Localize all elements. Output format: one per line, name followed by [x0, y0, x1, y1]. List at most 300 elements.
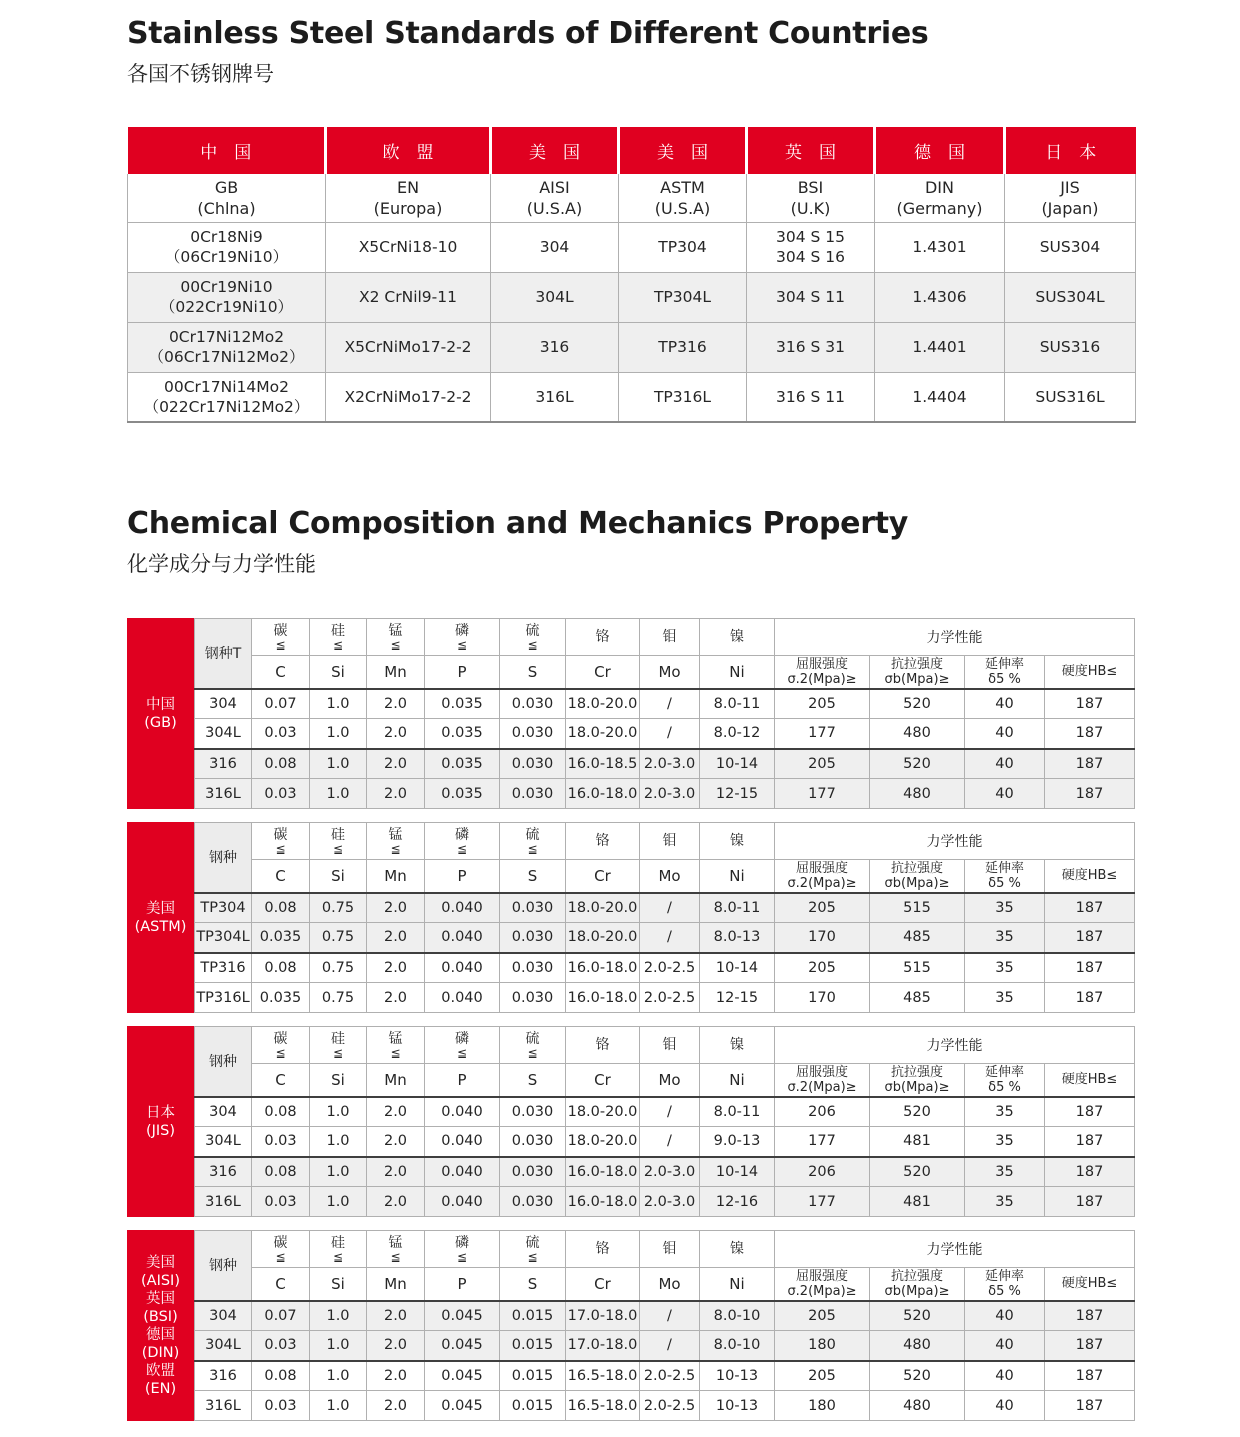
table-row [195, 983, 1135, 1013]
table-cell: 1.0 [310, 1157, 367, 1187]
table-cell: 187 [1045, 1097, 1135, 1127]
table-cell: 0.030 [500, 749, 566, 779]
table-cell: 0.030 [500, 953, 566, 983]
table-cell: 2.0-3.0 [640, 749, 700, 779]
chem-table-label: 美国 (ASTM) [127, 822, 194, 1013]
table-cell: 40 [965, 1361, 1045, 1391]
chem-table-body [195, 893, 1135, 1013]
table-cell: 485 [870, 923, 965, 953]
table-cell: TP316 [195, 953, 252, 983]
table-cell: 17.0-18.0 [566, 1301, 640, 1331]
element-header: 铬 [566, 619, 640, 656]
table-cell: 0.08 [252, 953, 310, 983]
chem-table-body [195, 1097, 1135, 1217]
element-header: 镍 [700, 619, 775, 656]
table-cell: 304L [491, 272, 619, 322]
table-cell: 0.035 [252, 983, 310, 1013]
table-cell: TP316L [619, 372, 747, 422]
element-symbol: Mo [640, 656, 700, 689]
table-cell: 0.03 [252, 1187, 310, 1217]
element-header: 锰 ≦ [367, 823, 425, 860]
element-symbol: Mo [640, 1064, 700, 1097]
table-cell: 316L [195, 1391, 252, 1421]
element-header: 硅 ≦ [310, 1231, 367, 1268]
element-header: 碳 ≦ [252, 823, 310, 860]
element-header: 碳 ≦ [252, 1027, 310, 1064]
table-cell: 2.0 [367, 1301, 425, 1331]
table-cell: / [640, 923, 700, 953]
table-cell: 177 [775, 1187, 870, 1217]
table-cell: 481 [870, 1187, 965, 1217]
standard-code-header: ASTM (U.S.A) [619, 174, 747, 222]
table-cell: 520 [870, 1097, 965, 1127]
table-cell: 316 [491, 322, 619, 372]
element-header: 铬 [566, 1027, 640, 1064]
table-cell: / [640, 719, 700, 749]
table-cell: 12-15 [700, 779, 775, 809]
table-cell: 304 [195, 1097, 252, 1127]
chem-table-aisi-bsi-din-en [127, 1230, 1135, 1421]
table-cell: 316 [195, 749, 252, 779]
table-cell: 16.0-18.5 [566, 749, 640, 779]
element-header: 镍 [700, 823, 775, 860]
table-cell: 2.0 [367, 1127, 425, 1157]
table-cell: 40 [965, 1331, 1045, 1361]
element-header: 硫 ≦ [500, 619, 566, 656]
table-cell: 35 [965, 1097, 1045, 1127]
element-header: 硫 ≦ [500, 823, 566, 860]
table-cell: 0.08 [252, 1157, 310, 1187]
table-cell: 205 [775, 1361, 870, 1391]
table-cell: 35 [965, 1127, 1045, 1157]
element-symbol: Mn [367, 656, 425, 689]
element-symbol: Mn [367, 1268, 425, 1301]
mechanics-group-header: 力学性能 [775, 1231, 1135, 1268]
table-cell: 0.040 [425, 1187, 500, 1217]
section2-subtitle: 化学成分与力学性能 [127, 552, 316, 576]
table-cell: 2.0 [367, 689, 425, 719]
table-cell: 520 [870, 689, 965, 719]
table-cell: 187 [1045, 923, 1135, 953]
table-cell: 40 [965, 719, 1045, 749]
standard-code-row [128, 174, 1136, 222]
table-cell: 2.0 [367, 893, 425, 923]
section1-title: Stainless Steel Standards of Different Countries [127, 16, 929, 51]
table-row [128, 372, 1136, 422]
mech-col-header: 硬度HB≤ [1045, 1268, 1135, 1301]
element-symbol: Si [310, 1268, 367, 1301]
table-cell: 0.030 [500, 1187, 566, 1217]
table-cell: 8.0-11 [700, 1097, 775, 1127]
table-row [195, 1127, 1135, 1157]
element-header: 碳 ≦ [252, 1231, 310, 1268]
table-cell: 0.030 [500, 719, 566, 749]
table-cell: 316L [195, 1187, 252, 1217]
element-symbol: Cr [566, 1268, 640, 1301]
table-cell: 0.040 [425, 1157, 500, 1187]
chem-header-row-1 [195, 1027, 1135, 1064]
table-cell: 316L [195, 779, 252, 809]
table-cell: 0.07 [252, 689, 310, 719]
mech-col-header: 延伸率 δ5 % [965, 860, 1045, 893]
mech-col-header: 屈服强度 σ.2(Mpa)≥ [775, 1064, 870, 1097]
element-header: 磷 ≦ [425, 823, 500, 860]
table-cell: X5CrNi18-10 [326, 222, 491, 272]
table-cell: 40 [965, 1391, 1045, 1421]
table-cell: TP304L [195, 923, 252, 953]
table-cell: 187 [1045, 719, 1135, 749]
table-cell: / [640, 893, 700, 923]
mech-col-header: 抗拉强度 σb(Mpa)≥ [870, 656, 965, 689]
table-cell: 0Cr17Ni12Mo2 （06Cr17Ni12Mo2） [128, 322, 326, 372]
element-header: 钼 [640, 1231, 700, 1268]
chem-header-row-2 [195, 860, 1135, 893]
table-cell: 1.0 [310, 1097, 367, 1127]
table-cell: 0.03 [252, 1127, 310, 1157]
element-header: 硅 ≦ [310, 1027, 367, 1064]
table-cell: 0.015 [500, 1391, 566, 1421]
element-header: 铬 [566, 823, 640, 860]
table-cell: 10-13 [700, 1391, 775, 1421]
table-cell: 2.0 [367, 1157, 425, 1187]
table-cell: 0.035 [425, 779, 500, 809]
table-row [195, 1187, 1135, 1217]
table-cell: 520 [870, 1301, 965, 1331]
table-cell: 187 [1045, 1331, 1135, 1361]
table-cell: 1.4401 [875, 322, 1005, 372]
table-cell: 480 [870, 779, 965, 809]
element-symbol: S [500, 860, 566, 893]
table-cell: SUS316 [1005, 322, 1136, 372]
mech-col-header: 延伸率 δ5 % [965, 1064, 1045, 1097]
country-header: 德 国 [875, 127, 1005, 174]
table-row [195, 1301, 1135, 1331]
element-symbol: C [252, 656, 310, 689]
table-cell: 2.0 [367, 983, 425, 1013]
table-cell: / [640, 1301, 700, 1331]
table-cell: 206 [775, 1097, 870, 1127]
table-cell: 16.5-18.0 [566, 1361, 640, 1391]
table-cell: 0.75 [310, 893, 367, 923]
element-header: 锰 ≦ [367, 619, 425, 656]
table-cell: 187 [1045, 689, 1135, 719]
element-header: 铬 [566, 1231, 640, 1268]
table-cell: 9.0-13 [700, 1127, 775, 1157]
table-cell: 304 S 11 [747, 272, 875, 322]
table-cell: 2.0-2.5 [640, 953, 700, 983]
mech-col-header: 抗拉强度 σb(Mpa)≥ [870, 1064, 965, 1097]
element-symbol: Mo [640, 1268, 700, 1301]
table-cell: 0.030 [500, 689, 566, 719]
table-cell: 316L [491, 372, 619, 422]
element-header: 磷 ≦ [425, 619, 500, 656]
mech-col-header: 延伸率 δ5 % [965, 656, 1045, 689]
table-cell: X2 CrNil9-11 [326, 272, 491, 322]
table-row [195, 1097, 1135, 1127]
grade-column-header: 钢种 [195, 823, 252, 893]
chem-header-row-2 [195, 1064, 1135, 1097]
table-cell: 0.015 [500, 1331, 566, 1361]
standard-code-header: GB (Chlna) [128, 174, 326, 222]
element-symbol: P [425, 1064, 500, 1097]
table-cell: 0.040 [425, 983, 500, 1013]
element-symbol: Cr [566, 1064, 640, 1097]
table-cell: 304L [195, 1331, 252, 1361]
table-cell: TP316 [619, 322, 747, 372]
element-symbol: P [425, 860, 500, 893]
table-cell: 16.0-18.0 [566, 779, 640, 809]
table-cell: 0.030 [500, 1157, 566, 1187]
country-header: 欧 盟 [326, 127, 491, 174]
table-cell: 304 [195, 689, 252, 719]
table-cell: 2.0-2.5 [640, 1391, 700, 1421]
table-row [195, 1157, 1135, 1187]
table-cell: 205 [775, 953, 870, 983]
table-cell: 187 [1045, 953, 1135, 983]
table-cell: 8.0-10 [700, 1301, 775, 1331]
table-cell: 40 [965, 689, 1045, 719]
table-cell: 2.0 [367, 923, 425, 953]
table-cell: 520 [870, 749, 965, 779]
table-cell: 0.75 [310, 983, 367, 1013]
table-cell: 2.0-3.0 [640, 779, 700, 809]
table-cell: 1.0 [310, 749, 367, 779]
standard-code-header: BSI (U.K) [747, 174, 875, 222]
table-cell: 2.0 [367, 1391, 425, 1421]
table-cell: 304 [491, 222, 619, 272]
country-header: 英 国 [747, 127, 875, 174]
table-row [128, 222, 1136, 272]
element-symbol: Si [310, 860, 367, 893]
table-cell: 1.4306 [875, 272, 1005, 322]
element-symbol: Cr [566, 656, 640, 689]
table-cell: 0.035 [425, 689, 500, 719]
table-cell: SUS316L [1005, 372, 1136, 422]
table-cell: 18.0-20.0 [566, 1097, 640, 1127]
element-header: 钼 [640, 823, 700, 860]
table-cell: 1.0 [310, 689, 367, 719]
table-cell: 0.030 [500, 779, 566, 809]
table-row [195, 779, 1135, 809]
chem-table-china-gb [127, 618, 1135, 809]
table-cell: 12-16 [700, 1187, 775, 1217]
table-cell: 0.07 [252, 1301, 310, 1331]
table-row [195, 953, 1135, 983]
table-cell: 0.030 [500, 1097, 566, 1127]
element-symbol: C [252, 860, 310, 893]
table-cell: 12-15 [700, 983, 775, 1013]
element-header: 硫 ≦ [500, 1027, 566, 1064]
table-cell: 35 [965, 893, 1045, 923]
element-symbol: Si [310, 656, 367, 689]
table-cell: 480 [870, 719, 965, 749]
element-symbol: P [425, 656, 500, 689]
table-cell: / [640, 689, 700, 719]
table-cell: X5CrNiMo17-2-2 [326, 322, 491, 372]
table-cell: 304 S 15 304 S 16 [747, 222, 875, 272]
standard-code-header: DIN (Germany) [875, 174, 1005, 222]
element-symbol: Si [310, 1064, 367, 1097]
chem-header-row-2 [195, 1268, 1135, 1301]
element-header: 锰 ≦ [367, 1231, 425, 1268]
table-cell: 180 [775, 1391, 870, 1421]
table-cell: 8.0-11 [700, 893, 775, 923]
element-header: 磷 ≦ [425, 1231, 500, 1268]
element-header: 钼 [640, 619, 700, 656]
table-cell: TP304L [619, 272, 747, 322]
table-cell: 0.75 [310, 923, 367, 953]
table-cell: 2.0 [367, 779, 425, 809]
table-cell: 0.030 [500, 983, 566, 1013]
element-symbol: S [500, 1268, 566, 1301]
element-symbol: S [500, 1064, 566, 1097]
table-cell: 187 [1045, 749, 1135, 779]
table-cell: 187 [1045, 1361, 1135, 1391]
element-header: 硅 ≦ [310, 823, 367, 860]
table-cell: SUS304L [1005, 272, 1136, 322]
table-cell: 2.0 [367, 719, 425, 749]
chem-table-label: 美国 (AISI) 英国 (BSI) 德国 (DIN) 欧盟 (EN) [127, 1230, 194, 1421]
table-cell: 1.0 [310, 1331, 367, 1361]
table-cell: 177 [775, 779, 870, 809]
table-cell: 515 [870, 953, 965, 983]
table-cell: 187 [1045, 1157, 1135, 1187]
table-row [195, 689, 1135, 719]
mechanics-group-header: 力学性能 [775, 619, 1135, 656]
table-cell: 40 [965, 1301, 1045, 1331]
table-cell: 1.4404 [875, 372, 1005, 422]
table-row [195, 1361, 1135, 1391]
table-cell: 2.0 [367, 1331, 425, 1361]
table-cell: 0.035 [252, 923, 310, 953]
element-header: 锰 ≦ [367, 1027, 425, 1064]
table-cell: 10-14 [700, 749, 775, 779]
mech-col-header: 延伸率 δ5 % [965, 1268, 1045, 1301]
table-cell: 2.0-2.5 [640, 983, 700, 1013]
table-cell: 0.045 [425, 1331, 500, 1361]
table-cell: / [640, 1097, 700, 1127]
table-cell: 0.03 [252, 1391, 310, 1421]
country-header: 美 国 [619, 127, 747, 174]
element-header: 镍 [700, 1027, 775, 1064]
table-cell: 1.0 [310, 719, 367, 749]
table-row [128, 322, 1136, 372]
table-cell: 180 [775, 1331, 870, 1361]
chem-table-usa-astm [127, 822, 1135, 1013]
table-cell: 0.03 [252, 1331, 310, 1361]
element-header: 硫 ≦ [500, 1231, 566, 1268]
table-cell: 481 [870, 1127, 965, 1157]
standard-code-header: AISI (U.S.A) [491, 174, 619, 222]
table-cell: 520 [870, 1157, 965, 1187]
mechanics-group-header: 力学性能 [775, 1027, 1135, 1064]
section1-subtitle: 各国不锈钢牌号 [127, 62, 274, 86]
table-cell: 187 [1045, 779, 1135, 809]
table-cell: 0.75 [310, 953, 367, 983]
table-cell: 2.0 [367, 1361, 425, 1391]
mech-col-header: 屈服强度 σ.2(Mpa)≥ [775, 1268, 870, 1301]
chem-header-row-2 [195, 656, 1135, 689]
table-cell: 316 [195, 1361, 252, 1391]
element-symbol: Mn [367, 1064, 425, 1097]
table-cell: 304 [195, 1301, 252, 1331]
element-header: 镍 [700, 1231, 775, 1268]
table-cell: 2.0-3.0 [640, 1187, 700, 1217]
table-cell: 0.015 [500, 1301, 566, 1331]
table-cell: 18.0-20.0 [566, 1127, 640, 1157]
table-cell: 18.0-20.0 [566, 719, 640, 749]
element-symbol: Ni [700, 1064, 775, 1097]
table-row [195, 893, 1135, 923]
mech-col-header: 抗拉强度 σb(Mpa)≥ [870, 860, 965, 893]
table-cell: 1.0 [310, 1391, 367, 1421]
table-cell: 187 [1045, 893, 1135, 923]
table-cell: 16.5-18.0 [566, 1391, 640, 1421]
table-cell: 35 [965, 1157, 1045, 1187]
element-symbol: C [252, 1268, 310, 1301]
table-cell: 480 [870, 1391, 965, 1421]
table-cell: 10-13 [700, 1361, 775, 1391]
table-cell: / [640, 1331, 700, 1361]
table-cell: 480 [870, 1331, 965, 1361]
mech-col-header: 屈服强度 σ.2(Mpa)≥ [775, 656, 870, 689]
table-row [195, 1331, 1135, 1361]
table-cell: 316 S 31 [747, 322, 875, 372]
element-header: 钼 [640, 1027, 700, 1064]
table-cell: 187 [1045, 1187, 1135, 1217]
table-cell: TP304 [619, 222, 747, 272]
table-cell: 206 [775, 1157, 870, 1187]
table-cell: 8.0-11 [700, 689, 775, 719]
table-cell: 2.0 [367, 1097, 425, 1127]
table-cell: 187 [1045, 983, 1135, 1013]
country-header: 中 国 [128, 127, 326, 174]
chem-table-body [195, 689, 1135, 809]
table-cell: 8.0-12 [700, 719, 775, 749]
table-cell: SUS304 [1005, 222, 1136, 272]
table-cell: 1.0 [310, 1187, 367, 1217]
table-cell: 0.08 [252, 749, 310, 779]
element-symbol: S [500, 656, 566, 689]
chem-table [194, 1026, 1135, 1217]
chem-table-japan-jis [127, 1026, 1135, 1217]
table-cell: 18.0-20.0 [566, 923, 640, 953]
table-cell: 0.03 [252, 779, 310, 809]
element-symbol: Mo [640, 860, 700, 893]
table-cell: 1.0 [310, 1361, 367, 1391]
table-cell: 2.0 [367, 749, 425, 779]
table-cell: 0.030 [500, 923, 566, 953]
table-cell: 0.08 [252, 1097, 310, 1127]
table-row [195, 923, 1135, 953]
table-cell: 0.08 [252, 893, 310, 923]
chem-table [194, 822, 1135, 1013]
table-cell: 16.0-18.0 [566, 953, 640, 983]
table-cell: 1.0 [310, 1127, 367, 1157]
mech-col-header: 硬度HB≤ [1045, 656, 1135, 689]
table-cell: 2.0 [367, 953, 425, 983]
table-cell: 1.0 [310, 1301, 367, 1331]
table-cell: 0.030 [500, 1127, 566, 1157]
table-row [195, 749, 1135, 779]
table-cell: X2CrNiMo17-2-2 [326, 372, 491, 422]
table-cell: 8.0-10 [700, 1331, 775, 1361]
country-header: 日 本 [1005, 127, 1136, 174]
mechanics-group-header: 力学性能 [775, 823, 1135, 860]
chem-table-body [195, 1301, 1135, 1421]
element-header: 碳 ≦ [252, 619, 310, 656]
chem-header-row-1 [195, 619, 1135, 656]
